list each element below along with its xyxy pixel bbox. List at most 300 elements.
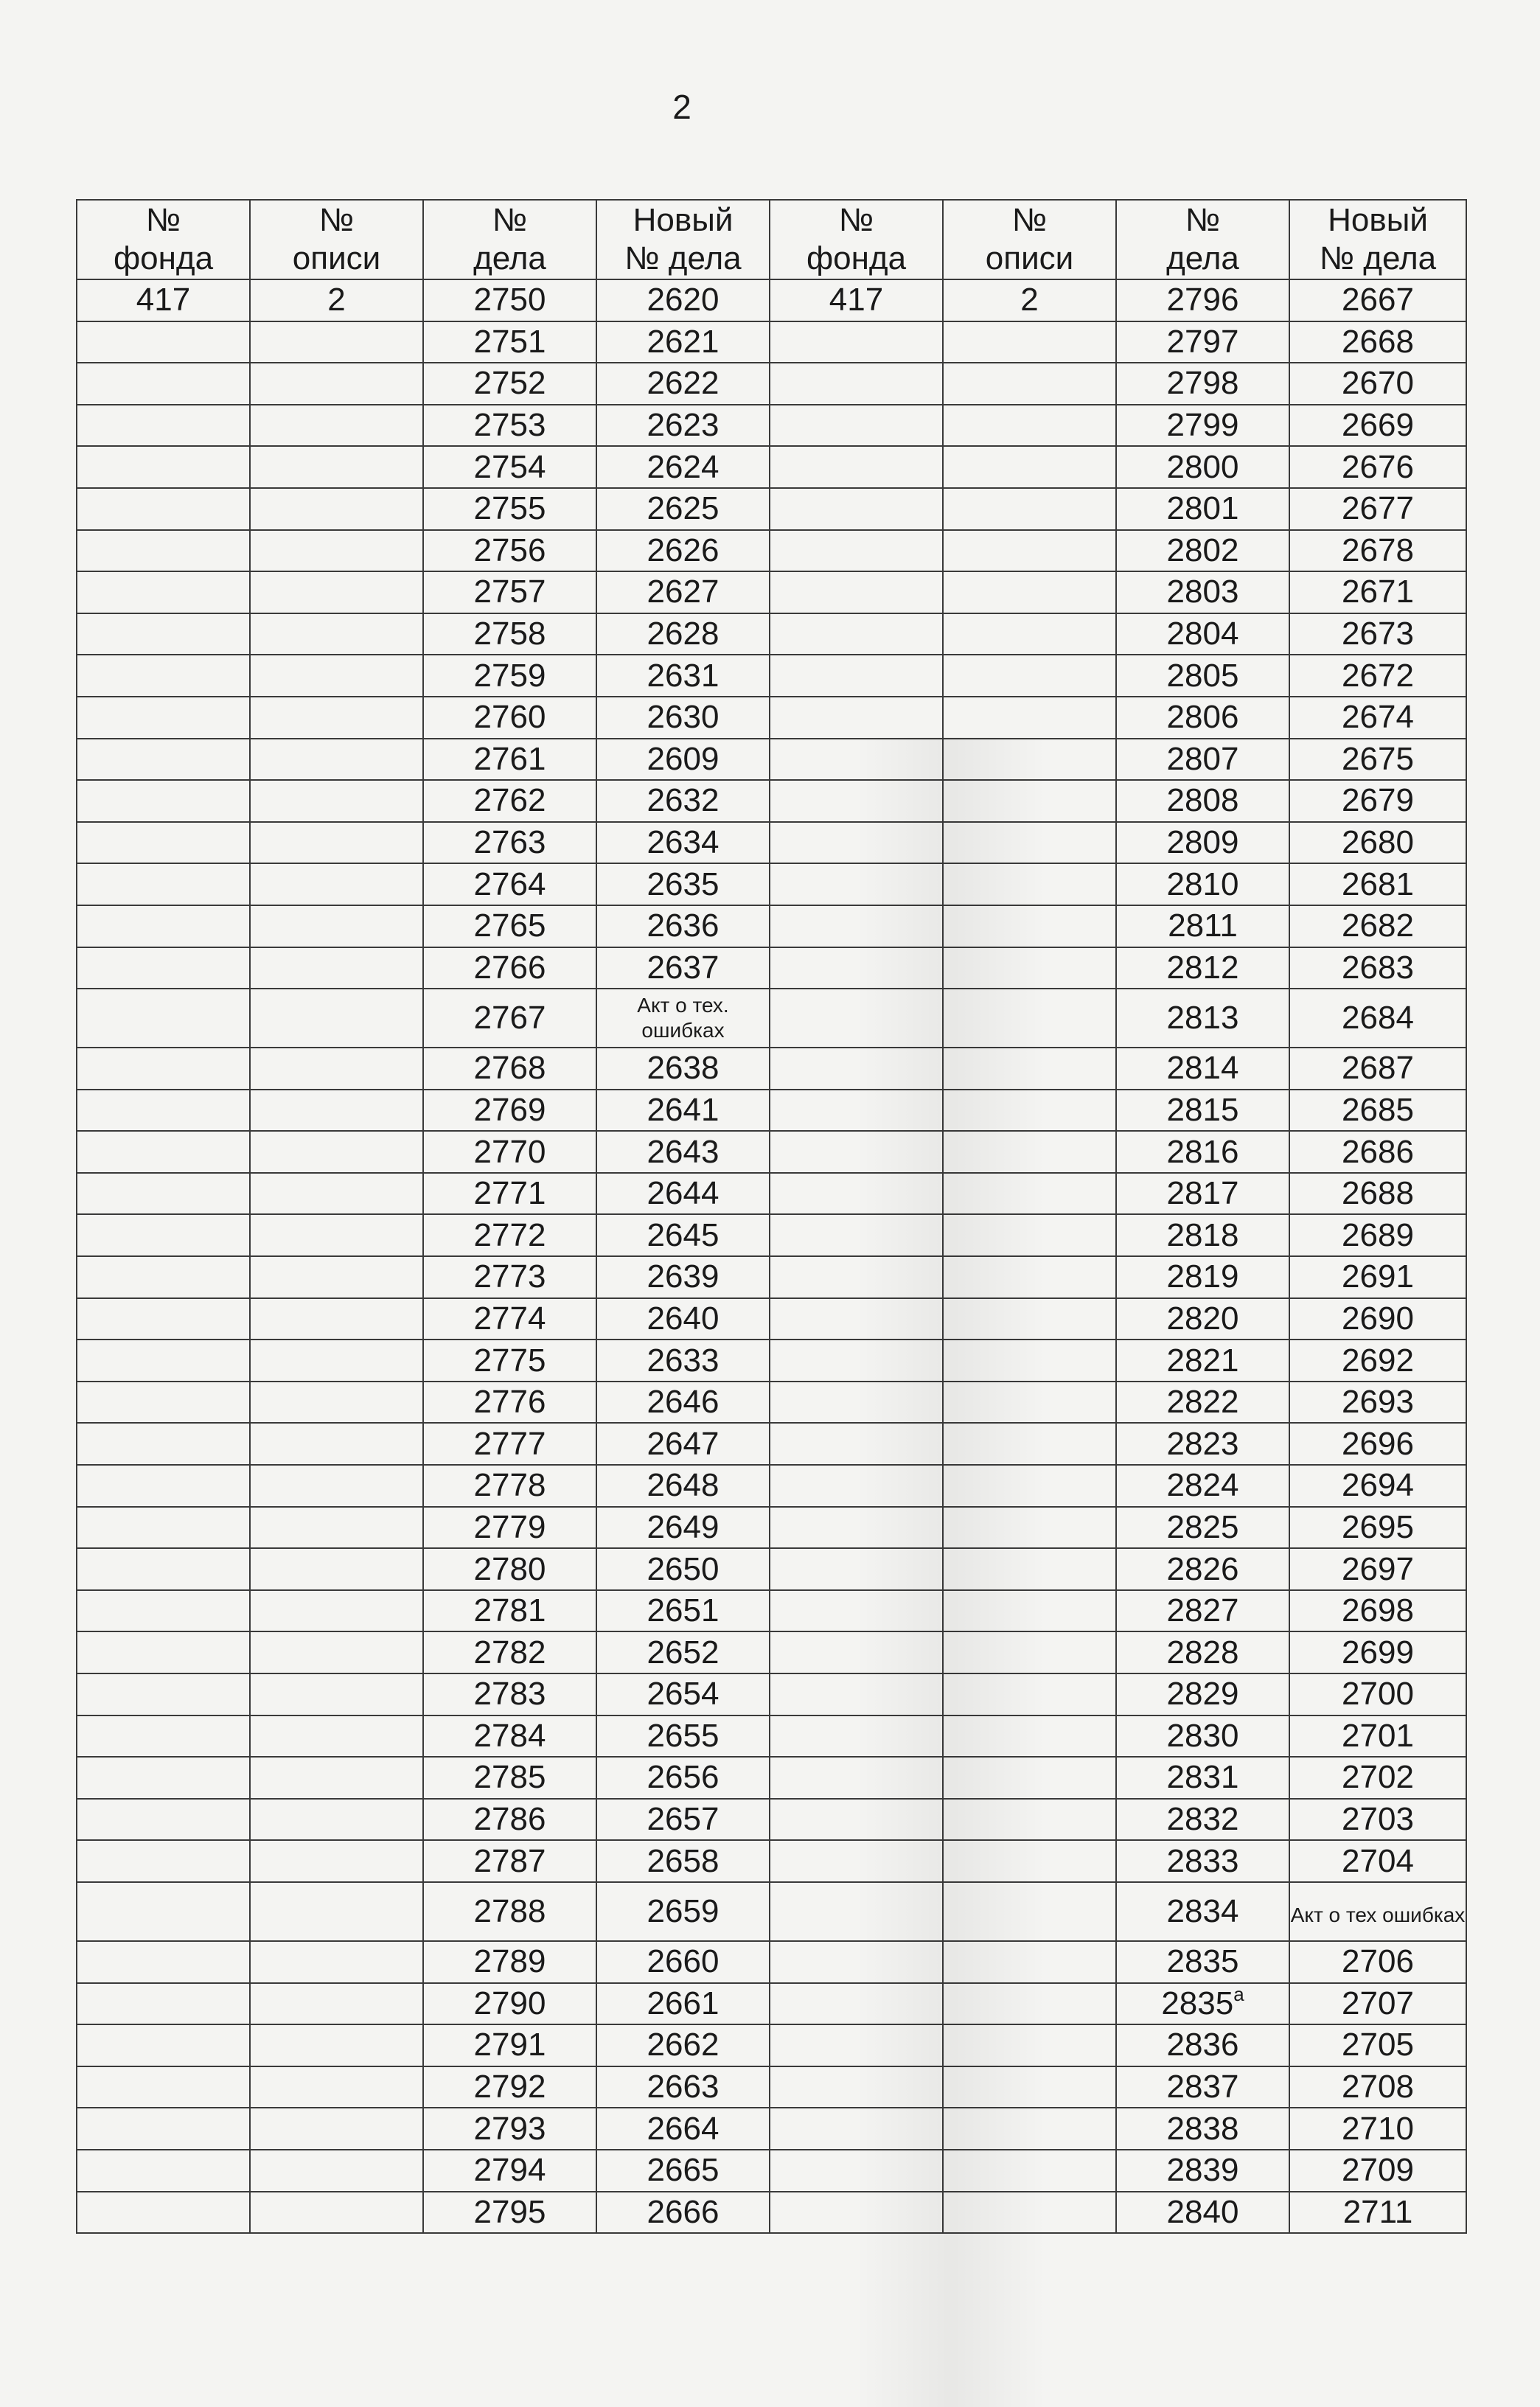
cell-delo-right: 2830	[1116, 1715, 1289, 1758]
cell-new-delo-left: 2626	[596, 530, 770, 572]
cell-fond-left	[77, 1214, 250, 1256]
cell-opis-right	[943, 1298, 1116, 1340]
cell-new-delo-left: 2660	[596, 1941, 770, 1983]
cell-new-delo-right: 2692	[1289, 1340, 1466, 1382]
table-row	[77, 1590, 1466, 1632]
cell-opis-right	[943, 697, 1116, 739]
cell-opis-left	[250, 2066, 423, 2108]
cell-delo-left: 2776	[423, 1382, 596, 1424]
header-fond-right: № фонда	[770, 200, 943, 279]
table-row	[77, 405, 1466, 447]
cell-new-delo-right: 2678	[1289, 530, 1466, 572]
cell-delo-right: 2807	[1116, 739, 1289, 781]
cell-fond-left	[77, 1757, 250, 1799]
cell-delo-left: 2764	[423, 863, 596, 905]
table-row	[77, 989, 1466, 1048]
table-row	[77, 530, 1466, 572]
cell-fond-left	[77, 571, 250, 613]
cell-delo-left: 2782	[423, 1631, 596, 1673]
cell-new-delo-left: 2658	[596, 1840, 770, 1882]
cell-new-delo-left: 2625	[596, 488, 770, 530]
cell-opis-left	[250, 2108, 423, 2150]
table-row	[77, 947, 1466, 989]
cell-fond-left	[77, 1131, 250, 1173]
table-row	[77, 1941, 1466, 1983]
cell-new-delo-right: 2698	[1289, 1590, 1466, 1632]
cell-opis-right	[943, 1173, 1116, 1215]
cell-new-delo-left: 2631	[596, 655, 770, 697]
cell-opis-left	[250, 2024, 423, 2066]
header-row	[77, 200, 1466, 279]
cell-delo-left: 2773	[423, 1256, 596, 1298]
cell-fond-left	[77, 1941, 250, 1983]
cell-new-delo-left: 2652	[596, 1631, 770, 1673]
cell-opis-left	[250, 1799, 423, 1841]
cell-fond-right	[770, 739, 943, 781]
cell-delo-left: 2759	[423, 655, 596, 697]
cell-opis-left	[250, 1256, 423, 1298]
case-renumbering-table	[76, 199, 1467, 2234]
cell-opis-left	[250, 1423, 423, 1465]
table-row	[77, 1631, 1466, 1673]
cell-delo-left: 2770	[423, 1131, 596, 1173]
cell-opis-left	[250, 571, 423, 613]
cell-fond-right	[770, 1631, 943, 1673]
cell-fond-left	[77, 739, 250, 781]
cell-delo-left: 2760	[423, 697, 596, 739]
cell-fond-right	[770, 1256, 943, 1298]
cell-opis-left	[250, 989, 423, 1048]
table-row	[77, 2066, 1466, 2108]
cell-fond-right	[770, 989, 943, 1048]
cell-opis-left	[250, 739, 423, 781]
cell-fond-left	[77, 488, 250, 530]
cell-fond-right	[770, 1799, 943, 1841]
cell-opis-left	[250, 1507, 423, 1549]
cell-new-delo-right: 2682	[1289, 905, 1466, 947]
cell-new-delo-left: 2640	[596, 1298, 770, 1340]
cell-new-delo-left: 2638	[596, 1048, 770, 1090]
cell-fond-left	[77, 530, 250, 572]
cell-new-delo-right: 2695	[1289, 1507, 1466, 1549]
cell-new-delo-left: 2634	[596, 822, 770, 864]
cell-fond-left	[77, 2066, 250, 2108]
cell-new-delo-left: 2645	[596, 1214, 770, 1256]
table-row	[77, 1256, 1466, 1298]
table-row	[77, 1465, 1466, 1507]
cell-new-delo-left: 2657	[596, 1799, 770, 1841]
cell-new-delo-right: 2707	[1289, 1983, 1466, 2025]
cell-delo-right: 2817	[1116, 1173, 1289, 1215]
cell-new-delo-left: 2647	[596, 1423, 770, 1465]
cell-opis-left	[250, 1214, 423, 1256]
cell-fond-right	[770, 1298, 943, 1340]
cell-fond-left	[77, 1048, 250, 1090]
cell-fond-right	[770, 1757, 943, 1799]
cell-fond-right	[770, 1715, 943, 1758]
cell-opis-right	[943, 530, 1116, 572]
cell-opis-left	[250, 1131, 423, 1173]
cell-delo-right: $2835^а$	[1116, 1983, 1289, 2025]
table-row	[77, 1548, 1466, 1590]
cell-opis-right	[943, 1840, 1116, 1882]
cell-new-delo-right: 2680	[1289, 822, 1466, 864]
table-row	[77, 1840, 1466, 1882]
cell-fond-right	[770, 1465, 943, 1507]
cell-fond-right	[770, 1131, 943, 1173]
cell-delo-right: 2813	[1116, 989, 1289, 1048]
cell-new-delo-right: 2681	[1289, 863, 1466, 905]
cell-delo-left: 2761	[423, 739, 596, 781]
cell-delo-left: 2754	[423, 446, 596, 488]
table-row	[77, 446, 1466, 488]
cell-opis-right	[943, 1382, 1116, 1424]
cell-fond-right	[770, 2066, 943, 2108]
table-row	[77, 1882, 1466, 1941]
cell-delo-left: 2755	[423, 488, 596, 530]
cell-fond-left	[77, 1631, 250, 1673]
cell-fond-left: 417	[77, 279, 250, 321]
cell-opis-left	[250, 1840, 423, 1882]
cell-delo-right: 2802	[1116, 530, 1289, 572]
cell-fond-right	[770, 571, 943, 613]
table-row	[77, 655, 1466, 697]
cell-opis-left	[250, 405, 423, 447]
cell-opis-right	[943, 947, 1116, 989]
cell-fond-left	[77, 321, 250, 363]
cell-new-delo-right: 2687	[1289, 1048, 1466, 1090]
cell-new-delo-right: 2684	[1289, 989, 1466, 1048]
cell-new-delo-right: 2693	[1289, 1382, 1466, 1424]
cell-delo-left: 2766	[423, 947, 596, 989]
cell-fond-right	[770, 2150, 943, 2192]
table-row	[77, 321, 1466, 363]
cell-fond-left	[77, 1590, 250, 1632]
cell-new-delo-right: 2701	[1289, 1715, 1466, 1758]
cell-fond-right	[770, 697, 943, 739]
cell-new-delo-left: 2651	[596, 1590, 770, 1632]
cell-new-delo-left: 2650	[596, 1548, 770, 1590]
cell-new-delo-right: 2673	[1289, 613, 1466, 655]
cell-opis-left	[250, 530, 423, 572]
cell-delo-left: 2767	[423, 989, 596, 1048]
cell-new-delo-left: 2665	[596, 2150, 770, 2192]
cell-opis-right	[943, 2192, 1116, 2234]
cell-delo-left: 2769	[423, 1090, 596, 1132]
table-row	[77, 613, 1466, 655]
cell-delo-left: 2771	[423, 1173, 596, 1215]
cell-new-delo-left: 2661	[596, 1983, 770, 2025]
cell-delo-right: 2796	[1116, 279, 1289, 321]
cell-new-delo-left: 2628	[596, 613, 770, 655]
cell-new-delo-right: 2669	[1289, 405, 1466, 447]
cell-opis-right	[943, 405, 1116, 447]
cell-delo-left: 2752	[423, 363, 596, 405]
cell-fond-right	[770, 655, 943, 697]
cell-new-delo-left: 2633	[596, 1340, 770, 1382]
cell-fond-left	[77, 780, 250, 822]
header-new-delo-right: Новый № дела	[1289, 200, 1466, 279]
cell-delo-left: 2753	[423, 405, 596, 447]
cell-delo-left: 2775	[423, 1340, 596, 1382]
cell-new-delo-right: Акт о тех ошибках	[1289, 1882, 1466, 1941]
cell-delo-left: 2758	[423, 613, 596, 655]
cell-new-delo-left: 2648	[596, 1465, 770, 1507]
cell-new-delo-right: 2709	[1289, 2150, 1466, 2192]
cell-delo-right: 2840	[1116, 2192, 1289, 2234]
cell-new-delo-right: 2670	[1289, 363, 1466, 405]
cell-fond-right	[770, 947, 943, 989]
cell-fond-left	[77, 1840, 250, 1882]
cell-delo-left: 2777	[423, 1423, 596, 1465]
cell-opis-right	[943, 1340, 1116, 1382]
cell-fond-right	[770, 1840, 943, 1882]
cell-new-delo-right: 2671	[1289, 571, 1466, 613]
cell-new-delo-left: 2630	[596, 697, 770, 739]
cell-fond-left	[77, 1256, 250, 1298]
cell-delo-right: 2836	[1116, 2024, 1289, 2066]
cell-opis-left	[250, 321, 423, 363]
cell-delo-right: 2825	[1116, 1507, 1289, 1549]
cell-opis-left	[250, 1673, 423, 1715]
cell-opis-right	[943, 2108, 1116, 2150]
cell-opis-right	[943, 1882, 1116, 1941]
table-row	[77, 822, 1466, 864]
cell-delo-right: 2818	[1116, 1214, 1289, 1256]
cell-opis-right	[943, 2024, 1116, 2066]
cell-delo-right: 2824	[1116, 1465, 1289, 1507]
cell-new-delo-left: 2654	[596, 1673, 770, 1715]
cell-delo-right: 2833	[1116, 1840, 1289, 1882]
cell-delo-left: 2790	[423, 1983, 596, 2025]
cell-opis-right	[943, 1465, 1116, 1507]
cell-opis-left	[250, 1298, 423, 1340]
cell-new-delo-right: 2668	[1289, 321, 1466, 363]
cell-new-delo-right: 2675	[1289, 739, 1466, 781]
cell-new-delo-left: 2666	[596, 2192, 770, 2234]
cell-new-delo-right: 2677	[1289, 488, 1466, 530]
cell-opis-right	[943, 1590, 1116, 1632]
cell-opis-left	[250, 1715, 423, 1758]
cell-fond-right	[770, 1382, 943, 1424]
cell-delo-right: 2832	[1116, 1799, 1289, 1841]
cell-delo-left: 2781	[423, 1590, 596, 1632]
cell-opis-left	[250, 1882, 423, 1941]
cell-opis-right	[943, 739, 1116, 781]
cell-fond-right	[770, 405, 943, 447]
cell-opis-right	[943, 1799, 1116, 1841]
cell-fond-left	[77, 655, 250, 697]
table-row	[77, 2150, 1466, 2192]
cell-delo-right: 2837	[1116, 2066, 1289, 2108]
cell-opis-left	[250, 613, 423, 655]
cell-fond-right: 417	[770, 279, 943, 321]
cell-fond-right	[770, 1340, 943, 1382]
cell-delo-right: 2823	[1116, 1423, 1289, 1465]
cell-opis-right	[943, 1256, 1116, 1298]
page-number: 2	[672, 88, 691, 126]
cell-delo-left: 2765	[423, 905, 596, 947]
cell-opis-left	[250, 2150, 423, 2192]
cell-opis-left: 2	[250, 279, 423, 321]
cell-delo-right: 2804	[1116, 613, 1289, 655]
cell-fond-right	[770, 2024, 943, 2066]
cell-delo-right: 2797	[1116, 321, 1289, 363]
cell-new-delo-right: 2697	[1289, 1548, 1466, 1590]
table-row	[77, 1131, 1466, 1173]
cell-opis-right	[943, 488, 1116, 530]
cell-new-delo-left: 2662	[596, 2024, 770, 2066]
cell-opis-left	[250, 697, 423, 739]
header-delo-left: № дела	[423, 200, 596, 279]
table-row	[77, 488, 1466, 530]
cell-delo-right: 2799	[1116, 405, 1289, 447]
cell-delo-left: 2779	[423, 1507, 596, 1549]
cell-new-delo-right: 2705	[1289, 2024, 1466, 2066]
cell-delo-right: 2803	[1116, 571, 1289, 613]
header-delo-right: № дела	[1116, 200, 1289, 279]
cell-new-delo-left: 2646	[596, 1382, 770, 1424]
cell-delo-left: 2774	[423, 1298, 596, 1340]
cell-opis-left	[250, 822, 423, 864]
cell-delo-right: 2831	[1116, 1757, 1289, 1799]
cell-fond-left	[77, 697, 250, 739]
table-row	[77, 1382, 1466, 1424]
cell-opis-left	[250, 780, 423, 822]
cell-fond-right	[770, 1983, 943, 2025]
header-fond-left: № фонда	[77, 200, 250, 279]
cell-new-delo-right: 2676	[1289, 446, 1466, 488]
cell-new-delo-left: 2655	[596, 1715, 770, 1758]
cell-new-delo-right: 2710	[1289, 2108, 1466, 2150]
table-row	[77, 1757, 1466, 1799]
cell-fond-left	[77, 1673, 250, 1715]
case-suffix: а	[1233, 1982, 1244, 2005]
cell-fond-left	[77, 1090, 250, 1132]
cell-delo-left: 2788	[423, 1882, 596, 1941]
table-row	[77, 905, 1466, 947]
cell-new-delo-right: 2689	[1289, 1214, 1466, 1256]
cell-delo-left: 2750	[423, 279, 596, 321]
cell-delo-right: 2814	[1116, 1048, 1289, 1090]
cell-new-delo-right: 2708	[1289, 2066, 1466, 2108]
cell-opis-right	[943, 571, 1116, 613]
cell-fond-left	[77, 2108, 250, 2150]
cell-new-delo-left: 2664	[596, 2108, 770, 2150]
cell-opis-right	[943, 1941, 1116, 1983]
table-row	[77, 1507, 1466, 1549]
cell-opis-right	[943, 1214, 1116, 1256]
cell-new-delo-right: 2700	[1289, 1673, 1466, 1715]
cell-fond-left	[77, 613, 250, 655]
table-row	[77, 780, 1466, 822]
cell-new-delo-right: 2694	[1289, 1465, 1466, 1507]
cell-new-delo-left: 2644	[596, 1173, 770, 1215]
table-row	[77, 1799, 1466, 1841]
cell-fond-left	[77, 989, 250, 1048]
cell-fond-right	[770, 530, 943, 572]
table-row	[77, 1715, 1466, 1758]
cell-fond-left	[77, 863, 250, 905]
cell-fond-left	[77, 1298, 250, 1340]
cell-fond-right	[770, 1214, 943, 1256]
cell-delo-right: 2826	[1116, 1548, 1289, 1590]
cell-opis-left	[250, 905, 423, 947]
cell-fond-left	[77, 1983, 250, 2025]
cell-fond-left	[77, 947, 250, 989]
table-row	[77, 863, 1466, 905]
cell-opis-left	[250, 1173, 423, 1215]
cell-fond-left	[77, 2024, 250, 2066]
cell-delo-left: 2763	[423, 822, 596, 864]
cell-opis-left	[250, 655, 423, 697]
cell-new-delo-left: 2643	[596, 1131, 770, 1173]
cell-opis-left	[250, 1465, 423, 1507]
cell-delo-right: 2829	[1116, 1673, 1289, 1715]
cell-delo-right: 2821	[1116, 1340, 1289, 1382]
cell-fond-right	[770, 1048, 943, 1090]
cell-fond-right	[770, 1941, 943, 1983]
cell-opis-right	[943, 989, 1116, 1048]
cell-new-delo-right: 2667	[1289, 279, 1466, 321]
table-row	[77, 2192, 1466, 2234]
cell-opis-right	[943, 1715, 1116, 1758]
cell-new-delo-right: 2702	[1289, 1757, 1466, 1799]
cell-opis-right	[943, 1631, 1116, 1673]
cell-opis-right	[943, 1548, 1116, 1590]
cell-fond-left	[77, 2192, 250, 2234]
cell-new-delo-left: 2632	[596, 780, 770, 822]
cell-delo-left: 2794	[423, 2150, 596, 2192]
table-row	[77, 2108, 1466, 2150]
cell-delo-left: 2778	[423, 1465, 596, 1507]
cell-fond-left	[77, 905, 250, 947]
cell-opis-left	[250, 1048, 423, 1090]
cell-opis-left	[250, 1941, 423, 1983]
cell-delo-left: 2757	[423, 571, 596, 613]
cell-opis-right	[943, 655, 1116, 697]
cell-delo-left: 2762	[423, 780, 596, 822]
cell-opis-right	[943, 822, 1116, 864]
cell-opis-right	[943, 1090, 1116, 1132]
cell-delo-left: 2780	[423, 1548, 596, 1590]
cell-fond-right	[770, 822, 943, 864]
cell-opis-right: 2	[943, 279, 1116, 321]
cell-delo-right: 2822	[1116, 1382, 1289, 1424]
cell-opis-right	[943, 1507, 1116, 1549]
cell-delo-right: 2828	[1116, 1631, 1289, 1673]
cell-fond-left	[77, 822, 250, 864]
cell-opis-right	[943, 2150, 1116, 2192]
cell-opis-left	[250, 1983, 423, 2025]
cell-fond-left	[77, 1173, 250, 1215]
cell-opis-right	[943, 363, 1116, 405]
cell-delo-left: 2768	[423, 1048, 596, 1090]
cell-opis-right	[943, 1048, 1116, 1090]
cell-new-delo-left: 2639	[596, 1256, 770, 1298]
cell-delo-left: 2789	[423, 1941, 596, 1983]
cell-opis-left	[250, 2192, 423, 2234]
cell-fond-right	[770, 2108, 943, 2150]
cell-opis-right	[943, 2066, 1116, 2108]
cell-delo-left: 2784	[423, 1715, 596, 1758]
cell-delo-right: 2834	[1116, 1882, 1289, 1941]
cell-delo-left: 2783	[423, 1673, 596, 1715]
cell-fond-right	[770, 321, 943, 363]
table-row	[77, 1983, 1466, 2025]
cell-new-delo-left: 2627	[596, 571, 770, 613]
cell-new-delo-right: 2674	[1289, 697, 1466, 739]
